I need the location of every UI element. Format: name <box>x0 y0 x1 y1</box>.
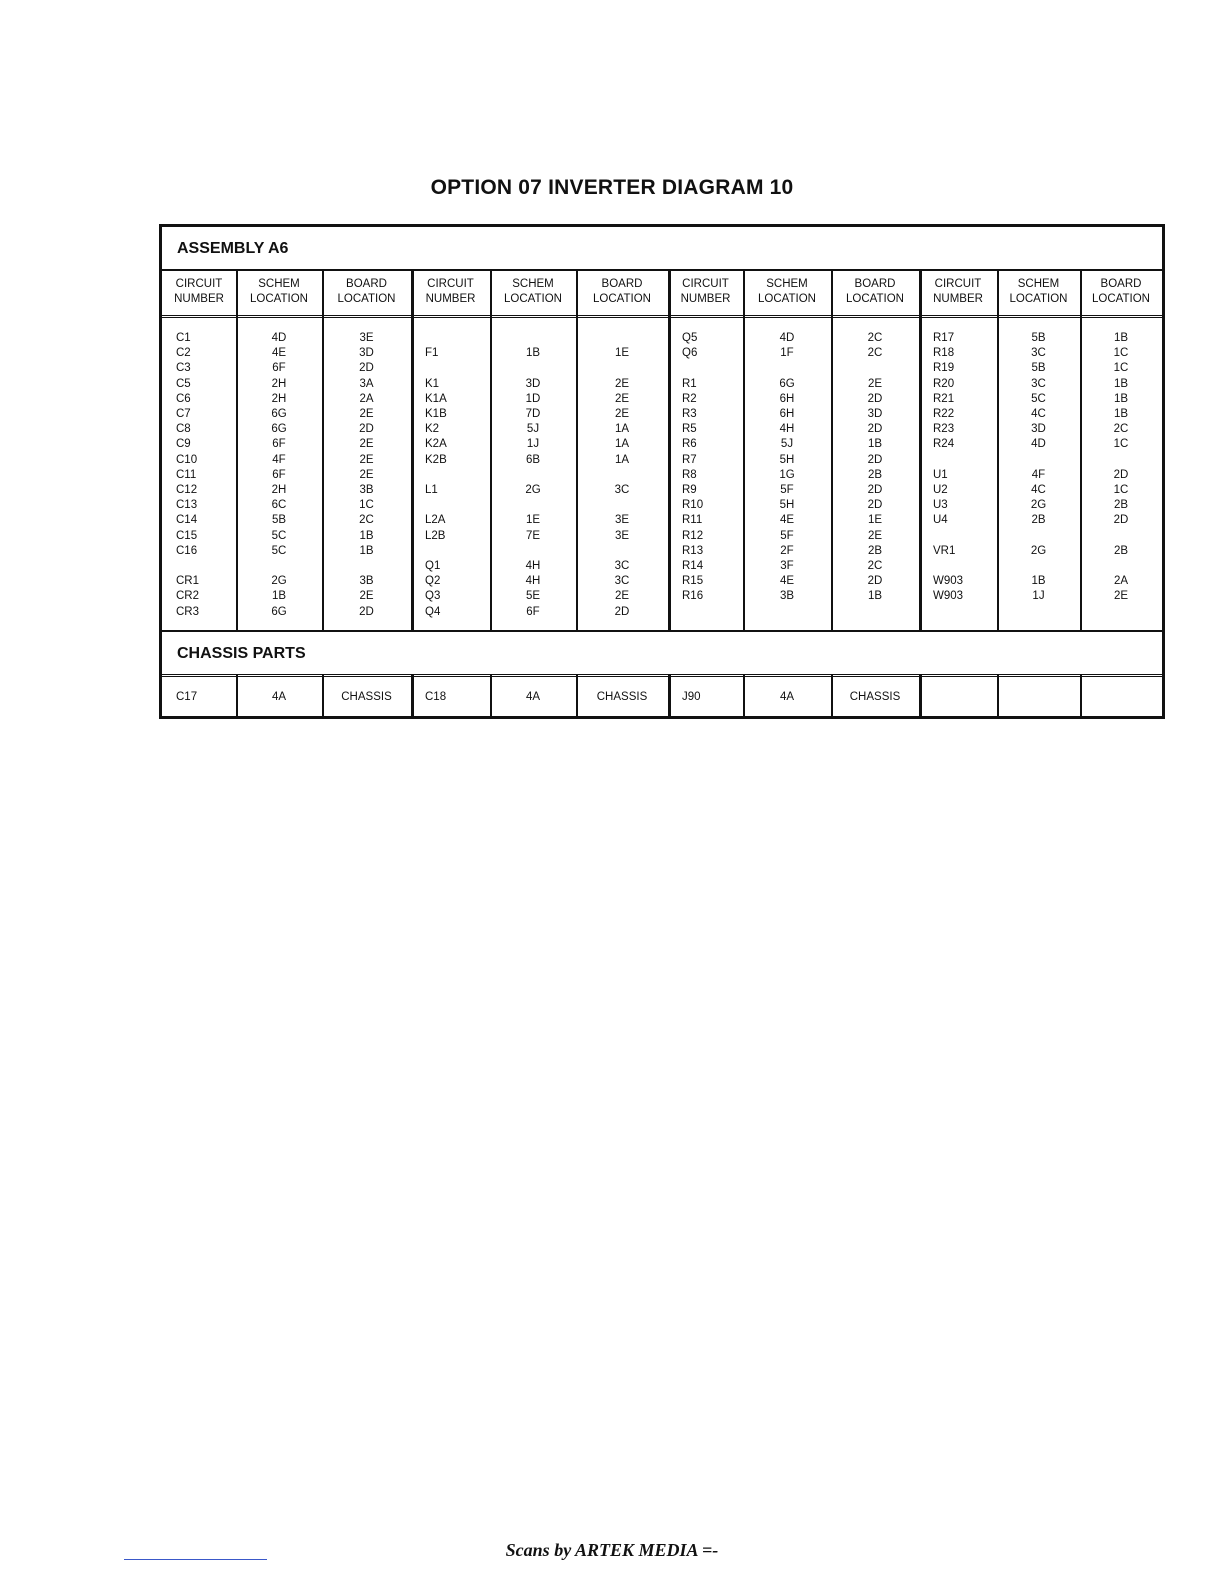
chassis-cell-board: CHASSIS <box>849 691 901 703</box>
cell-board: 3E <box>614 529 630 542</box>
cell-circuit: Q4 <box>425 605 441 618</box>
column-header-circuit <box>411 277 490 307</box>
divider <box>162 269 1162 271</box>
cell-circuit: R22 <box>933 408 955 420</box>
cell-schem: 4C <box>1031 484 1046 496</box>
cell-schem: 4D <box>1031 438 1046 451</box>
cell-board: 2E <box>867 377 883 390</box>
cell-board: 1A <box>614 423 630 436</box>
cell-schem: 7D <box>525 408 541 420</box>
cell-board: 2D <box>1113 468 1129 481</box>
chassis-heading: CHASSIS PARTS <box>177 645 306 662</box>
column-header-line: SCHEM <box>766 278 808 290</box>
cell-schem: 6G <box>779 377 795 390</box>
cell-schem: 2F <box>780 544 794 557</box>
column-header-line: NUMBER <box>425 293 476 305</box>
cell-schem: 3B <box>779 590 795 603</box>
cell-circuit: CR1 <box>176 575 200 588</box>
cell-circuit: C15 <box>176 529 198 542</box>
column-header-line: CIRCUIT <box>427 278 474 290</box>
cell-board: 3C <box>614 575 630 588</box>
cell-schem: 7E <box>525 529 541 542</box>
column-header-line: SCHEM <box>512 278 554 290</box>
cell-circuit: C2 <box>176 347 191 360</box>
cell-circuit: F1 <box>425 347 439 360</box>
cell-schem: 1B <box>525 347 541 360</box>
cell-schem: 4H <box>525 560 541 572</box>
column-header-line: LOCATION <box>250 293 308 305</box>
cell-board: 2D <box>867 499 883 512</box>
cell-circuit: L2B <box>425 529 446 542</box>
cell-circuit: CR2 <box>176 590 200 603</box>
cell-circuit: R18 <box>933 347 955 360</box>
cell-board: 1B <box>1113 408 1129 420</box>
cell-board: 2E <box>359 453 374 466</box>
cell-board: 2E <box>614 377 630 390</box>
column-header-line: LOCATION <box>337 293 396 305</box>
cell-board: 2A <box>359 392 374 405</box>
cell-schem: 3C <box>1031 347 1046 360</box>
cell-circuit: L1 <box>425 484 438 496</box>
cell-schem: 4H <box>779 423 795 436</box>
column-header-line: BOARD <box>346 278 387 290</box>
column-header-line: BOARD <box>1100 278 1142 290</box>
cell-circuit: R13 <box>682 544 704 557</box>
cell-schem: 5C <box>271 544 287 557</box>
cell-schem: 1J <box>1032 590 1045 603</box>
cell-board: 3D <box>359 347 374 360</box>
cell-schem: 1J <box>526 438 540 451</box>
cell-circuit: C10 <box>176 453 198 466</box>
cell-schem: 4H <box>525 575 541 588</box>
cell-circuit: C16 <box>176 544 198 557</box>
cell-board: 2E <box>359 408 374 420</box>
column-header-line: CIRCUIT <box>682 278 729 290</box>
cell-board: 2E <box>359 590 374 603</box>
cell-board: 3D <box>867 408 883 420</box>
cell-board: 2B <box>1113 499 1129 512</box>
cell-board: 2D <box>867 423 883 436</box>
cell-circuit: R8 <box>682 468 697 481</box>
cell-circuit: K1B <box>425 408 447 420</box>
column-divider <box>919 269 922 632</box>
cell-circuit: R11 <box>682 514 703 527</box>
cell-circuit: C7 <box>176 408 191 420</box>
chassis-cell-circuit: C18 <box>425 691 447 703</box>
column-header-board <box>831 277 919 307</box>
cell-board: 1B <box>1113 392 1129 405</box>
column-header-line: LOCATION <box>846 293 904 305</box>
cell-board: 1B <box>359 529 374 542</box>
cell-circuit: K2B <box>425 453 447 466</box>
cell-schem: 4E <box>779 514 795 527</box>
cell-schem: 4E <box>271 347 287 360</box>
cell-schem: 2G <box>1030 499 1047 512</box>
column-header-board <box>322 277 411 307</box>
cell-schem: 4C <box>1031 408 1046 420</box>
cell-circuit: K1 <box>425 377 440 390</box>
column-header-line: LOCATION <box>758 293 816 305</box>
cell-schem: 5H <box>779 499 795 512</box>
column-divider <box>668 269 671 632</box>
cell-circuit: Q1 <box>425 560 441 572</box>
column-header-schem <box>490 277 576 307</box>
cell-board: 3C <box>614 484 630 496</box>
cell-schem: 2G <box>271 575 287 588</box>
divider <box>162 315 1162 318</box>
cell-schem: 5J <box>780 438 794 451</box>
cell-board: 2D <box>359 362 374 375</box>
cell-schem: 1E <box>525 514 541 527</box>
column-header-line: CIRCUIT <box>934 278 982 290</box>
cell-circuit: R20 <box>933 377 955 390</box>
cell-circuit: R1 <box>682 377 697 390</box>
chassis-cell-circuit: J90 <box>682 691 701 703</box>
cell-circuit: W903 <box>933 590 964 603</box>
cell-board: 2D <box>867 575 883 588</box>
cell-schem: 6G <box>271 423 287 436</box>
cell-schem: 2B <box>1031 514 1046 527</box>
cell-circuit: C9 <box>176 438 191 451</box>
cell-schem: 5E <box>525 590 541 603</box>
cell-circuit: C12 <box>176 484 198 496</box>
cell-board: 2D <box>359 423 374 436</box>
cell-schem: 6B <box>525 453 541 466</box>
cell-schem: 3D <box>1031 423 1046 436</box>
cell-board: 2D <box>359 605 374 618</box>
cell-board: 1C <box>1113 362 1129 375</box>
cell-schem: 5C <box>1031 392 1046 405</box>
column-divider <box>668 674 671 716</box>
cell-schem: 5C <box>271 529 287 542</box>
cell-circuit: K2 <box>425 423 440 436</box>
cell-schem: 6C <box>271 499 287 512</box>
column-header-line: CIRCUIT <box>175 278 223 290</box>
column-header-schem <box>236 277 322 307</box>
column-divider <box>411 674 414 716</box>
cell-circuit: U3 <box>933 499 948 512</box>
cell-circuit: Q2 <box>425 575 441 588</box>
cell-schem: 6H <box>779 408 795 420</box>
cell-circuit: R12 <box>682 529 704 542</box>
cell-board: 1B <box>1113 377 1129 390</box>
cell-board: 2C <box>1113 423 1129 436</box>
cell-circuit: R2 <box>682 392 697 405</box>
cell-board: 2C <box>359 514 374 527</box>
cell-schem: 5B <box>1031 332 1046 344</box>
cell-board: 3E <box>614 514 630 527</box>
cell-board: 2C <box>867 560 883 572</box>
cell-board: 2D <box>867 453 883 466</box>
chassis-cell-board: CHASSIS <box>341 691 392 703</box>
cell-circuit: R10 <box>682 499 704 512</box>
cell-circuit: W903 <box>933 575 964 588</box>
cell-circuit: U1 <box>933 468 948 481</box>
cell-board: 1C <box>1113 484 1129 496</box>
cell-circuit: K1A <box>425 392 447 405</box>
column-header-circuit <box>162 277 236 307</box>
cell-board: 1B <box>359 544 374 557</box>
column-header-schem <box>997 277 1080 307</box>
cell-schem: 3C <box>1031 377 1046 390</box>
column-header-line: LOCATION <box>1092 293 1150 305</box>
cell-circuit: R17 <box>933 332 955 344</box>
cell-board: 2A <box>1113 575 1129 588</box>
column-header-line: NUMBER <box>680 293 731 305</box>
cell-schem: 4F <box>1031 468 1046 481</box>
cell-board: 1C <box>1113 347 1129 360</box>
cell-circuit: C3 <box>176 362 191 375</box>
column-divider <box>997 674 999 716</box>
cell-schem: 5H <box>779 453 795 466</box>
cell-circuit: R21 <box>933 392 955 405</box>
cell-board: 2D <box>867 392 883 405</box>
column-divider <box>411 269 414 632</box>
chassis-cell-schem: 4A <box>271 691 287 703</box>
cell-schem: 6F <box>272 468 286 481</box>
cell-board: 1A <box>614 453 630 466</box>
column-header-board <box>1080 277 1162 307</box>
cell-board: 1B <box>867 438 883 451</box>
cell-board: 2E <box>359 468 374 481</box>
cell-circuit: U2 <box>933 484 948 496</box>
cell-schem: 3F <box>780 560 794 572</box>
assembly-heading: ASSEMBLY A6 <box>177 240 289 257</box>
cell-board: 2E <box>614 408 630 420</box>
column-header-line: LOCATION <box>504 293 562 305</box>
cell-schem: 6F <box>272 362 286 375</box>
cell-board: 3B <box>359 484 374 496</box>
cell-circuit: R3 <box>682 408 697 420</box>
cell-board: 2B <box>867 544 883 557</box>
cell-schem: 2H <box>271 484 287 496</box>
cell-circuit: C6 <box>176 392 191 405</box>
chassis-cell-circuit: C17 <box>176 691 198 703</box>
cell-board: 2C <box>867 347 883 360</box>
column-header-line: SCHEM <box>258 278 300 290</box>
page-title: OPTION 07 INVERTER DIAGRAM 10 <box>430 176 794 199</box>
cell-board: 2D <box>867 484 883 496</box>
cell-circuit: R16 <box>682 590 704 603</box>
cell-circuit: C1 <box>176 332 191 344</box>
column-header-line: LOCATION <box>593 293 651 305</box>
cell-schem: 5J <box>526 423 540 436</box>
chassis-cell-board: CHASSIS <box>596 691 648 703</box>
cell-board: 2E <box>359 438 374 451</box>
cell-circuit: R6 <box>682 438 697 451</box>
cell-board: 1C <box>1113 438 1129 451</box>
cell-schem: 1F <box>780 347 794 360</box>
cell-circuit: R15 <box>682 575 704 588</box>
column-header-line: NUMBER <box>933 293 983 305</box>
cell-circuit: CR3 <box>176 605 200 618</box>
cell-schem: 6G <box>271 605 287 618</box>
cell-board: 3C <box>614 560 630 572</box>
scan-credit: Scans by ARTEK MEDIA =- <box>505 1540 719 1560</box>
cell-schem: 5F <box>780 484 794 496</box>
column-header-circuit <box>668 277 743 307</box>
cell-circuit: U4 <box>933 514 948 527</box>
cell-circuit: C5 <box>176 377 191 390</box>
cell-circuit: VR1 <box>933 544 956 557</box>
cell-schem: 4E <box>779 575 795 588</box>
column-header-line: BOARD <box>854 278 896 290</box>
cell-board: 1B <box>1113 332 1129 344</box>
cell-circuit: R9 <box>682 484 697 496</box>
cell-schem: 6G <box>271 408 287 420</box>
cell-schem: 1B <box>271 590 287 603</box>
cell-board: 3A <box>359 377 374 390</box>
column-header-schem <box>743 277 831 307</box>
cell-circuit: Q3 <box>425 590 441 603</box>
cell-circuit: C13 <box>176 499 198 512</box>
column-divider <box>919 674 922 716</box>
cell-schem: 1B <box>1031 575 1046 588</box>
cell-schem: 4D <box>779 332 795 344</box>
cell-schem: 5B <box>1031 362 1046 375</box>
cell-board: 1C <box>359 499 374 512</box>
cell-board: 2E <box>614 590 630 603</box>
cell-schem: 4F <box>272 453 286 466</box>
cell-board: 3B <box>359 575 374 588</box>
cell-schem: 1D <box>525 392 541 405</box>
cell-circuit: R5 <box>682 423 697 436</box>
cell-circuit: R19 <box>933 362 955 375</box>
cell-circuit: C8 <box>176 423 191 436</box>
cell-circuit: K2A <box>425 438 447 451</box>
cell-schem: 5B <box>271 514 287 527</box>
cell-schem: 4D <box>271 332 287 344</box>
column-header-line: SCHEM <box>1017 278 1060 290</box>
cell-circuit: R24 <box>933 438 955 451</box>
cell-board: 2D <box>614 605 630 618</box>
cell-schem: 6H <box>779 392 795 405</box>
cell-circuit: Q6 <box>682 347 698 360</box>
cell-schem: 1G <box>779 468 795 481</box>
column-header-line: LOCATION <box>1009 293 1068 305</box>
cell-circuit: C14 <box>176 514 198 527</box>
cell-board: 1E <box>614 347 630 360</box>
cell-board: 2E <box>867 529 883 542</box>
cell-circuit: R7 <box>682 453 697 466</box>
cell-board: 1E <box>867 514 883 527</box>
cell-schem: 2H <box>271 392 287 405</box>
cell-circuit: C11 <box>176 468 197 481</box>
cell-board: 2C <box>867 332 883 344</box>
cell-board: 2E <box>614 392 630 405</box>
cell-board: 2E <box>1113 590 1129 603</box>
cell-schem: 2G <box>525 484 541 496</box>
cell-board: 3E <box>359 332 374 344</box>
column-divider <box>1080 674 1082 716</box>
cell-board: 2D <box>1113 514 1129 527</box>
cell-schem: 6F <box>526 605 540 618</box>
cell-schem: 6F <box>272 438 286 451</box>
column-header-board <box>576 277 668 307</box>
cell-board: 2B <box>867 468 883 481</box>
parts-location-table <box>159 224 1165 719</box>
cell-schem: 2G <box>1030 544 1047 557</box>
cell-board: 2B <box>1113 544 1129 557</box>
cell-schem: 5F <box>780 529 794 542</box>
cell-circuit: R14 <box>682 560 704 572</box>
chassis-cell-schem: 4A <box>525 691 541 703</box>
cell-board: 1B <box>867 590 883 603</box>
chassis-cell-schem: 4A <box>779 691 795 703</box>
divider <box>162 674 1162 677</box>
column-header-line: BOARD <box>601 278 643 290</box>
cell-schem: 3D <box>525 377 541 390</box>
cell-board: 1A <box>614 438 630 451</box>
column-header-line: NUMBER <box>174 293 224 305</box>
cell-circuit: Q5 <box>682 332 698 344</box>
cell-schem: 2H <box>271 377 287 390</box>
column-header-circuit <box>919 277 997 307</box>
cell-circuit: R23 <box>933 423 955 436</box>
cell-circuit: L2A <box>425 514 446 527</box>
